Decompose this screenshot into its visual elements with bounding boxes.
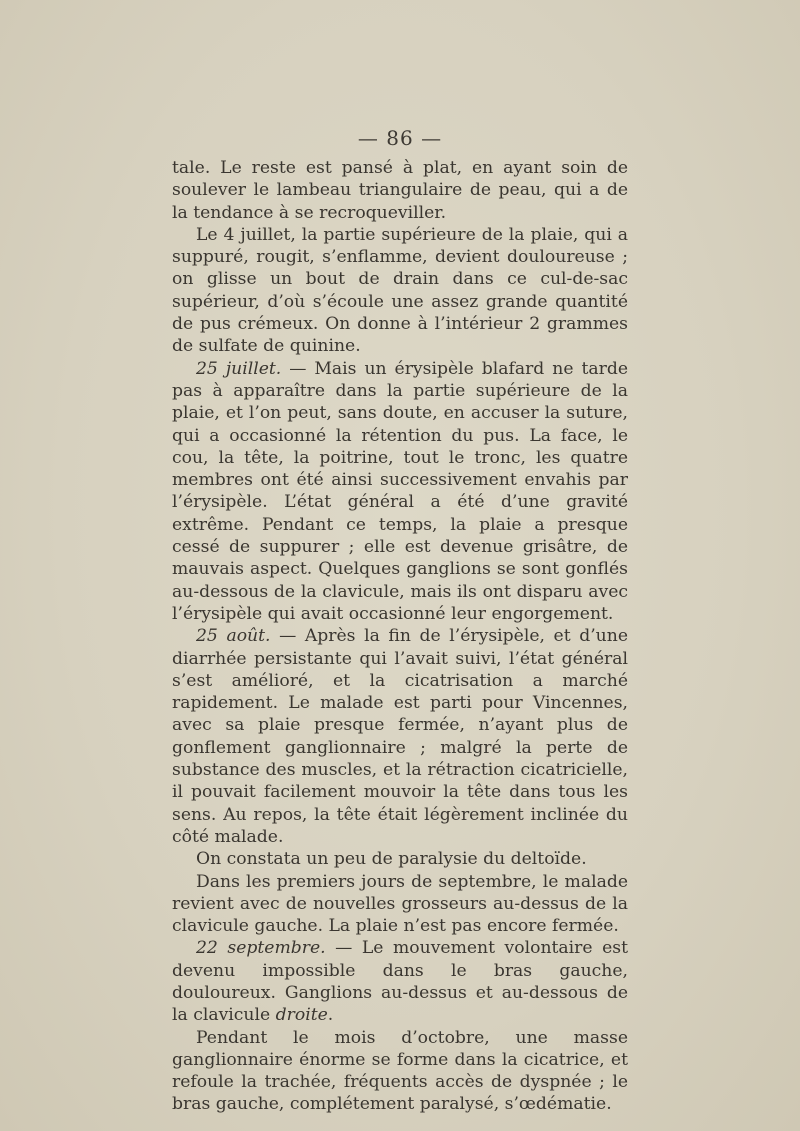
- paragraph-3: [172, 358, 628, 626]
- entry-date: 25 août.: [196, 626, 271, 647]
- paragraph-text: — Mais un érysipèle blafard ne tarde pas à apparaître dans la partie supérieure de la plaie, et l’on peut, sans doute, en accuser la suture, qui a occasionné la rétention du pus. La face, le cou, la tête, la poitrine, tout le tronc, les quatre membres ont été ainsi successivement envahis par l’érysipèle. L’état général a été d’une gravité extrême. Pendant ce temps, la plaie a presque cessé de suppurer ; elle est devenue grisâtre, de mauvais aspect. Quelques ganglions se sont gonflés au-dessous de la clavicule, mais ils ont disparu avec l’érysipèle qui avait occasionné leur engorgement.: [172, 358, 628, 624]
- paragraph-text: Pendant le mois d’octobre, une masse ganglionnaire énorme se forme dans la cicatrice, et refoule la trachée, fréquents accès de dyspnée ; le bras gauche, complétement paralysé, s’œdématie.: [172, 1027, 628, 1115]
- entry-date: 22 septembre.: [196, 938, 326, 959]
- paragraph-5: [172, 848, 628, 870]
- paragraph-tail: .: [327, 1005, 334, 1026]
- paragraph-text: Le 4 juillet, la partie supérieure de la plaie, qui a suppuré, rougit, s’enflamme, devient douloureuse ; on glisse un bout de drain dans ce cul-de-sac supérieur, d’où s’écoule une assez grande quantité de pus crémeux. On donne à l’intérieur 2 grammes de sulfate de quinine.: [172, 224, 628, 357]
- paragraph-2: [172, 224, 628, 358]
- emphasized-word: droite: [275, 1005, 328, 1026]
- paragraph-text: — Après la fin de l’érysipèle, et d’une diarrhée persistante qui l’avait suivi, l’état général s’est amélioré, et la cicatrisation a marché rapidement. Le malade est parti pour Vincennes, avec sa plaie presque fermée, n’ayant plus de gonflement ganglionnaire ; malgré la perte de substance des muscles, et la rétraction cicatricielle, il pouvait facilement mouvoir la tête dans tous les sens. Au repos, la tête était légèrement inclinée du côté malade.: [172, 626, 628, 847]
- paragraph-text: — Le mouvement volontaire est devenu impossible dans le bras gauche, douloureux. Ganglions au-dessus et au-dessous de la clavicule: [172, 938, 628, 1026]
- paragraph-text: tale. Le reste est pansé à plat, en ayant soin de soulever le lambeau triangulaire de peau, qui a de la tendance à se recroqueviller.: [172, 158, 628, 223]
- body-text: [172, 157, 628, 1116]
- paragraph-4: [172, 625, 628, 848]
- paragraph-8: [172, 1027, 628, 1116]
- paragraph-text: Dans les premiers jours de septembre, le malade revient avec de nouvelles grosseurs au-dessus de la clavicule gauche. La plaie n’est pas encore fermée.: [172, 871, 628, 937]
- paragraph-text: On constata un peu de paralysie du deltoïde.: [196, 849, 587, 870]
- paragraph-7: [172, 937, 628, 1026]
- entry-date: 25 juillet.: [196, 358, 282, 379]
- page-number: — 86 —: [357, 126, 443, 150]
- paragraph-1: [172, 157, 628, 224]
- paragraph-6: [172, 871, 628, 938]
